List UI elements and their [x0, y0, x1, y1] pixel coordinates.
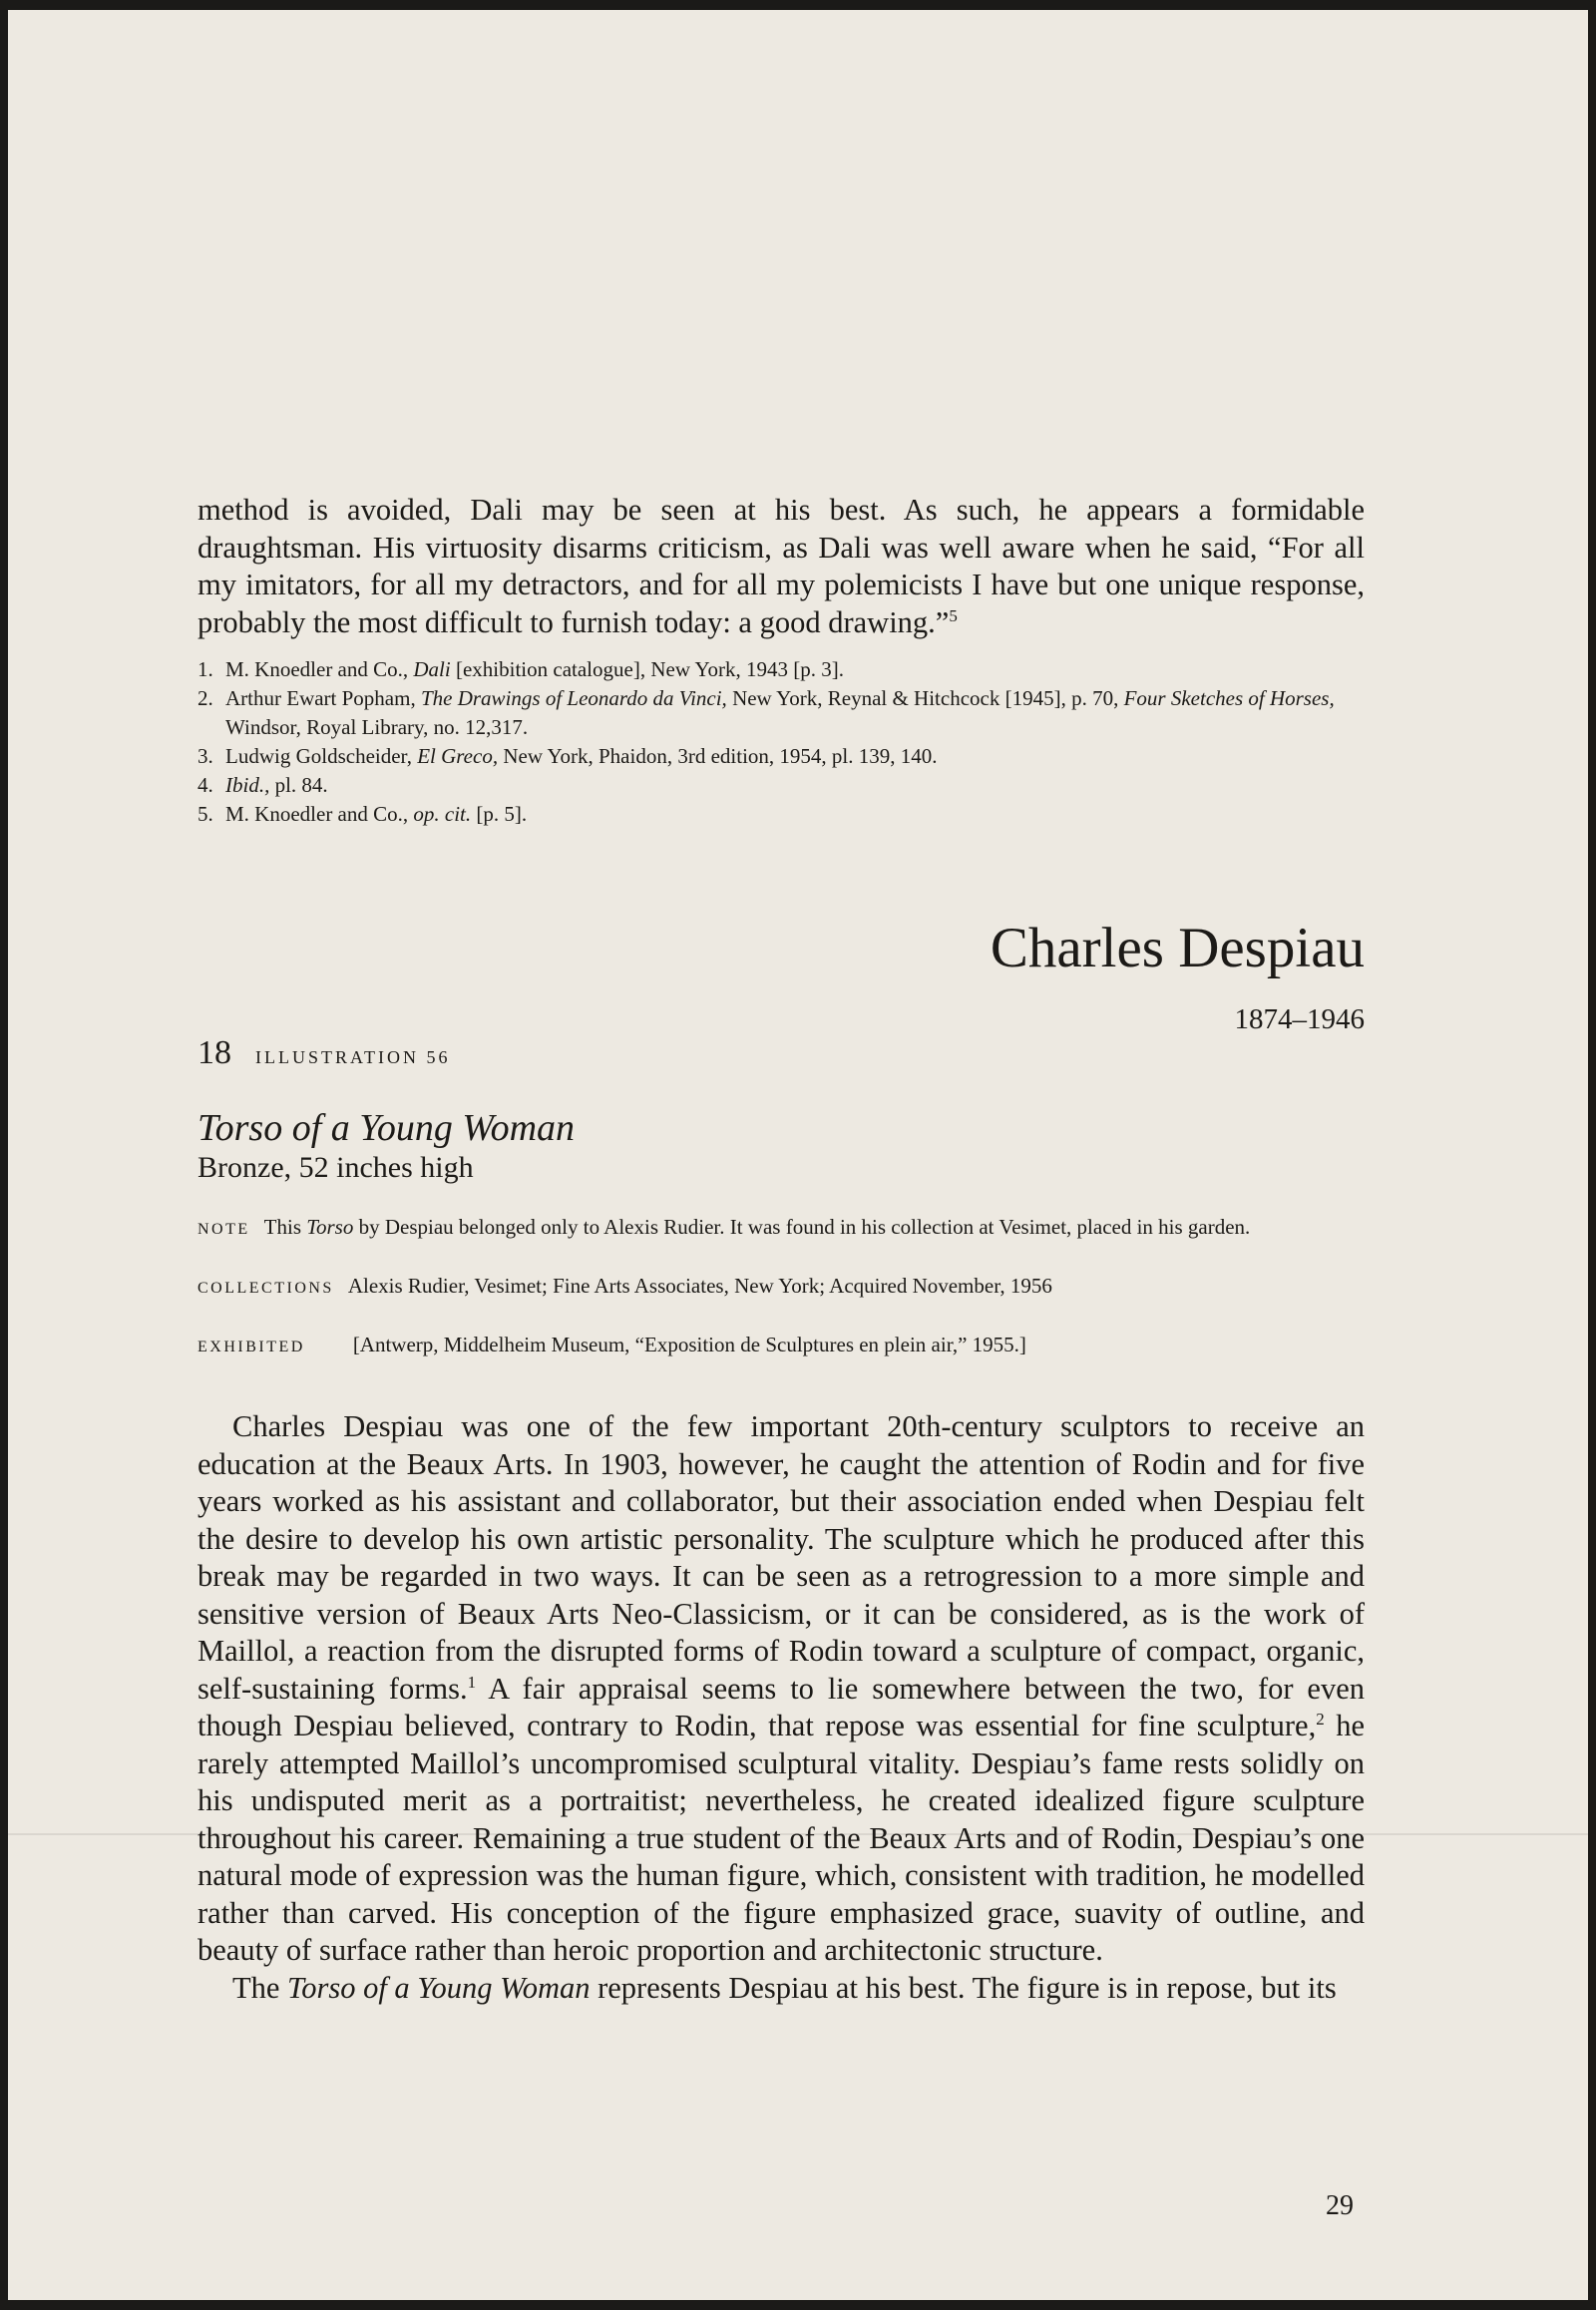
footnote-ref: 5 [949, 605, 958, 625]
footnote-ref: 2 [1316, 1709, 1325, 1729]
footnote-italic: Ibid., [225, 773, 270, 797]
note-label: NOTE [198, 1221, 250, 1238]
footnotes-list [198, 655, 1365, 829]
catalogue-entry-header [198, 1034, 1365, 1072]
footnote-text-part: M. Knoedler and Co., [225, 802, 414, 826]
work-title: Torso of a Young Woman [198, 1107, 576, 1149]
artist-dates: 1874–1946 [1234, 1003, 1365, 1035]
footnote-text-part: New York, Phaidon, 3rd edition, 1954, pl. 139, 140. [498, 744, 938, 768]
footnote-italic: The Drawings of Leonardo da Vinci, [420, 686, 727, 710]
footnote-italic: op. cit. [413, 802, 472, 826]
footnote-3 [198, 742, 1365, 771]
footnote-number: 4. [198, 773, 213, 797]
body-paragraph-1 [198, 1408, 1365, 1970]
body-text-part: A fair appraisal seems to lie somewhere between the two, for even though Despiau believed, contrary to Rodin, that repose was essential for fine sculpture, [198, 1671, 1365, 1742]
work-medium: Bronze, 52 inches high [198, 1151, 474, 1184]
footnote-text-part: Windsor, Royal Library, no. 12,317. [225, 715, 529, 739]
footnote-italic: El Greco, [417, 744, 499, 768]
page-sheet [8, 10, 1588, 2300]
footnote-number: 2. [198, 686, 213, 710]
note-text: This [263, 1215, 307, 1239]
footnote-number: 3. [198, 744, 213, 768]
page-content [198, 492, 1365, 2007]
page-number: 29 [1326, 2190, 1354, 2221]
footnote-2 [198, 684, 1365, 742]
body-text-part: Charles Despiau was one of the few important 20th-century sculptors to receive an education at the Beaux Arts. In 1903, however, he caught the attention of Rodin and for five years worked as his assistant and collaborator, but their association ended when Despiau felt the desire to develop his own artistic personality. The sculpture which he produced after this break may be regarded in two ways. It can be seen as a retrogression to a more simple and sensitive version of Beaux Arts Neo-Classicism, or it can be considered, as is the work of Maillol, a reaction from the disrupted forms of Rodin toward a sculpture of compact, organic, self-sustaining forms. [198, 1409, 1365, 1706]
body-text [198, 1408, 1365, 2007]
exhibited-label: EXHIBITED [198, 1339, 305, 1355]
collections-section [198, 1271, 1365, 1304]
footnote-text-part: Arthur Ewart Popham, [225, 686, 421, 710]
body-paragraph-2 [198, 1970, 1365, 2008]
collections-label: COLLECTIONS [198, 1280, 334, 1297]
footnote-text-part: New York, Reynal & Hitchcock [1945], p. 70, [726, 686, 1124, 710]
footnote-4 [198, 771, 1365, 800]
footnote-text [225, 684, 1365, 742]
collections-text: Alexis Rudier, Vesimet; Fine Arts Associates, New York; Acquired November, 1956 [347, 1274, 1052, 1298]
footnote-1 [198, 655, 1365, 684]
footnote-number: 1. [198, 657, 213, 681]
footnote-italic: Four Sketches of Horses, [1123, 686, 1335, 710]
exhibited-section [198, 1330, 1365, 1362]
footnote-number: 5. [198, 802, 213, 826]
footnote-5 [198, 800, 1365, 829]
footnote-text [225, 742, 1365, 771]
artist-heading [198, 917, 1365, 1036]
footnote-text-part: [p. 5]. [471, 802, 528, 826]
body-italic: Torso of a Young Woman [287, 1970, 591, 2005]
body-text-part: he rarely attempted Maillol’s uncompromised sculptural vitality. Despiau’s fame rests solidly on his undisputed merit as a portraitist; nevertheless, he created idealized figure sculpture throughout his career. Remaining a true student of the Beaux Arts and of Rodin, Despiau’s one natural mode of expression was the human figure, which, consistent with tradition, he modelled rather than carved. His conception of the figure emphasized grace, suavity of outline, and beauty of surface rather than heroic proportion and architectonic structure. [198, 1709, 1365, 1967]
footnote-text [225, 800, 1365, 829]
note-section [198, 1212, 1365, 1245]
footnote-text-part: M. Knoedler and Co., [225, 657, 414, 681]
footnote-text-part: [exhibition catalogue], New York, 1943 [p. 3]. [450, 657, 844, 681]
footnote-ref: 1 [467, 1672, 477, 1692]
artist-name: Charles Despiau [990, 917, 1365, 979]
footnote-italic: Dali [413, 657, 451, 681]
exhibited-text: [Antwerp, Middelheim Museum, “Exposition de Sculptures en plein air,” 1955.] [352, 1333, 1026, 1356]
footnote-text [225, 771, 1365, 800]
body-text-part: represents Despiau at his best. The figure is in repose, but its [590, 1970, 1337, 2005]
illustration-label: ILLUSTRATION 56 [255, 1047, 451, 1067]
intro-text: method is avoided, Dali may be seen at his best. As such, he appears a formidable draughtsman. His virtuosity disarms criticism, as Dali was well aware when he said, “For all my imitators, for all my detractors, and for all my polemicists I have but one unique response, probably the most difficult to furnish today: a good drawing.” [198, 493, 1365, 639]
footnote-text-part: Ludwig Goldscheider, [225, 744, 418, 768]
note-italic: Torso [306, 1215, 354, 1239]
footnote-text [225, 655, 1365, 684]
footnote-text-part: pl. 84. [269, 773, 328, 797]
body-text-part: The [232, 1970, 288, 2005]
catalogue-number: 18 [198, 1034, 231, 1071]
note-text: by Despiau belonged only to Alexis Rudier. It was found in his collection at Vesimet, placed in his garden. [353, 1215, 1251, 1239]
intro-paragraph [198, 492, 1365, 641]
